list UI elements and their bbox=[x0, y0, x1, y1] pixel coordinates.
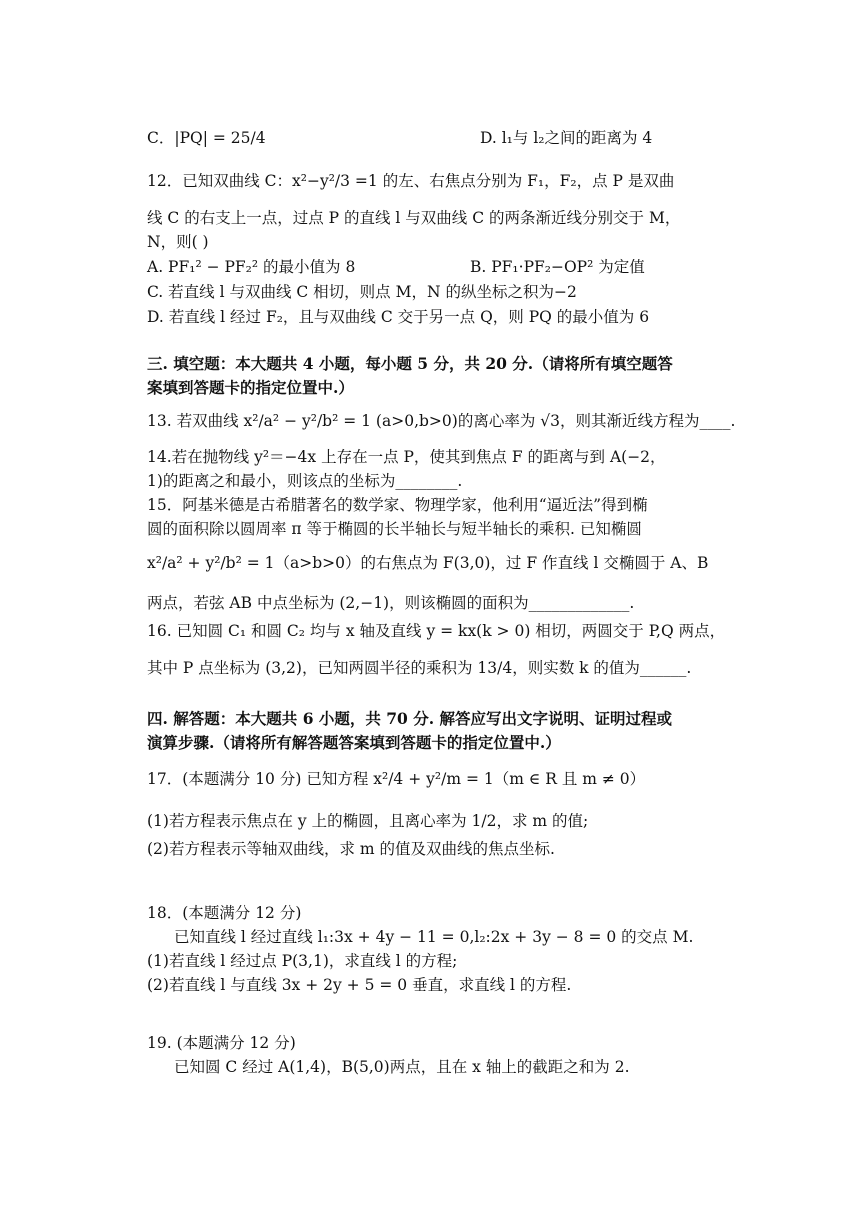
section3-heading-line2: 案填到答题卡的指定位置中.） bbox=[147, 378, 354, 397]
q11-option-d: D. l₁与 l₂之间的距离为 4 bbox=[480, 129, 653, 147]
q18-heading: 18．(本题满分 12 分) bbox=[147, 904, 302, 922]
q18-stem: 已知直线 l 经过直线 l₁:3x + 4y − 11 = 0,l₂:2x + 3y − 8 = 0 的交点 M. bbox=[174, 928, 694, 946]
q15-line3: x²/a² + y²/b² = 1（a>b>0）的右焦点为 F(3,0)，过 F 作直线 l 交椭圆于 A、B bbox=[147, 554, 709, 572]
q12-option-b: B. PF₁·PF₂−OP² 为定值 bbox=[470, 258, 645, 276]
q15-line2: 圆的面积除以圆周率 π 等于椭圆的长半轴长与短半轴长的乘积. 已知椭圆 bbox=[147, 520, 642, 538]
section3-heading-line1: 三. 填空题：本大题共 4 小题，每小题 5 分，共 20 分.（请将所有填空题答 bbox=[147, 354, 673, 373]
q12-stem-line3: N，则( ) bbox=[147, 233, 209, 251]
q15-line1: 15．阿基米德是古希腊著名的数学家、物理学家，他利用“逼近法”得到椭 bbox=[147, 496, 648, 514]
q18-part1: (1)若直线 l 经过点 P(3,1)，求直线 l 的方程; bbox=[147, 952, 458, 970]
q17-part2: (2)若方程表示等轴双曲线，求 m 的值及双曲线的焦点坐标. bbox=[147, 840, 555, 858]
q12-stem-line2: 线 C 的右支上一点，过点 P 的直线 l 与双曲线 C 的两条渐近线分别交于 M， bbox=[147, 209, 681, 227]
q17-part1: (1)若方程表示焦点在 y 上的椭圆，且离心率为 1/2，求 m 的值; bbox=[147, 812, 589, 830]
q13: 13. 若双曲线 x²/a² − y²/b² = 1 (a>0,b>0)的离心率为 √3，则其渐近线方程为____. bbox=[147, 412, 736, 430]
q15-line4: 两点，若弦 AB 中点坐标为 (2,−1)，则该椭圆的面积为_____________. bbox=[147, 594, 635, 612]
q14-line2: 1)的距离之和最小，则该点的坐标为________. bbox=[147, 472, 463, 490]
q14-line1: 14.若在抛物线 y²＝−4x 上存在一点 P，使其到焦点 F 的距离与到 A(−2， bbox=[147, 448, 666, 466]
q11-option-c: C．|PQ| = 25/4 bbox=[147, 129, 266, 147]
q12-option-d: D. 若直线 l 经过 F₂，且与双曲线 C 交于另一点 Q，则 PQ 的最小值为 6 bbox=[147, 308, 650, 326]
q12-option-c: C. 若直线 l 与双曲线 C 相切，则点 M，N 的纵坐标之积为−2 bbox=[147, 283, 577, 301]
q16-line1: 16. 已知圆 C₁ 和圆 C₂ 均与 x 轴及直线 y = kx(k > 0) 相切，两圆交于 P,Q 两点， bbox=[147, 622, 726, 640]
q19-heading: 19. (本题满分 12 分) bbox=[147, 1034, 296, 1052]
section4-heading-line1: 四. 解答题：本大题共 6 小题，共 70 分. 解答应写出文字说明、证明过程或 bbox=[147, 709, 673, 728]
q12-option-a: A. PF₁² − PF₂² 的最小值为 8 bbox=[147, 258, 356, 276]
q16-line2: 其中 P 点坐标为 (3,2)，已知两圆半径的乘积为 13/4，则实数 k 的值为______. bbox=[147, 659, 692, 677]
section4-heading-line2: 演算步骤.（请将所有解答题答案填到答题卡的指定位置中.） bbox=[147, 733, 561, 752]
q19-stem: 已知圆 C 经过 A(1,4)，B(5,0)两点，且在 x 轴上的截距之和为 2. bbox=[174, 1058, 630, 1076]
q17-line1: 17．(本题满分 10 分) 已知方程 x²/4 + y²/m = 1（m ∈ R 且 m ≠ 0） bbox=[147, 770, 646, 788]
q12-stem-line1: 12．已知双曲线 C：x²−y²/3 =1 的左、右焦点分别为 F₁，F₂，点 P 是双曲 bbox=[147, 172, 675, 190]
q18-part2: (2)若直线 l 与直线 3x + 2y + 5 = 0 垂直，求直线 l 的方程. bbox=[147, 976, 572, 994]
